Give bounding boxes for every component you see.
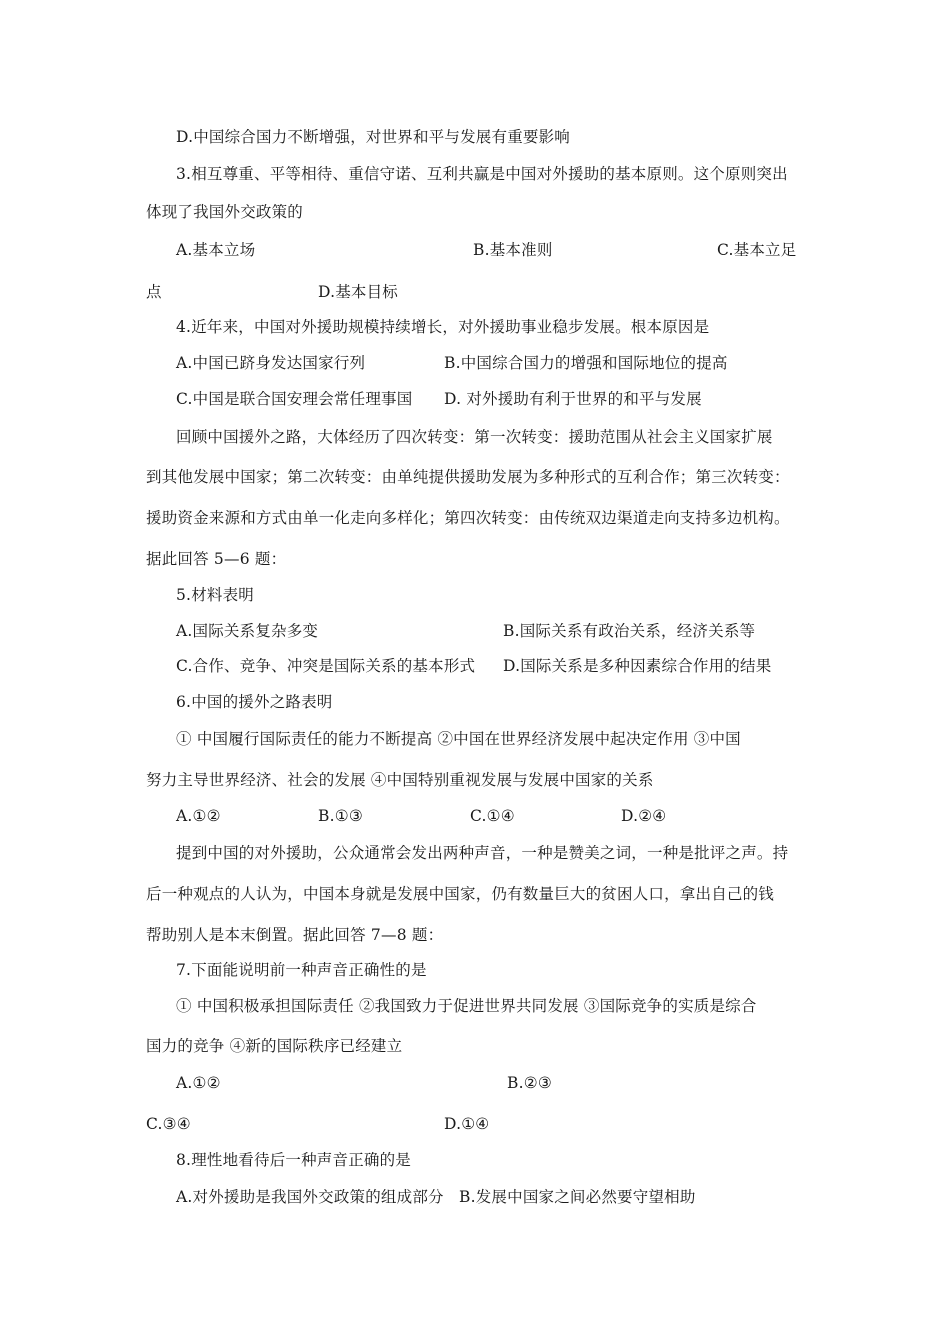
q5-stem: 5.材料表明 [176, 586, 254, 604]
q7-items-line2: 国力的竞争 ④新的国际秩序已经建立 [146, 1037, 403, 1055]
q4-stem: 4.近年来，中国对外援助规模持续增长，对外援助事业稳步发展。根本原因是 [176, 318, 710, 336]
q4-option-d: D. 对外援助有利于世界的和平与发展 [444, 390, 702, 408]
q7-stem: 7.下面能说明前一种声音正确性的是 [176, 961, 427, 979]
q7-option-a: A.①② [176, 1074, 221, 1092]
q6-stem: 6.中国的援外之路表明 [176, 693, 333, 711]
material-5-6-line1: 回顾中国援外之路，大体经历了四次转变：第一次转变：援助范围从社会主义国家扩展 [176, 428, 773, 446]
q3-option-c-cont: 点 [146, 283, 162, 301]
q3-option-c: C.基本立足 [717, 241, 797, 259]
q7-option-d: D.①④ [444, 1115, 490, 1133]
q6-option-a: A.①② [176, 807, 221, 825]
q7-option-c: C.③④ [146, 1115, 191, 1133]
q8-option-b: B.发展中国家之间必然要守望相助 [459, 1188, 696, 1206]
q3-stem-line1: 3.相互尊重、平等相待、重信守诺、互利共赢是中国对外援助的基本原则。这个原则突出 [176, 165, 788, 183]
material-5-6-line4: 据此回答 5—6 题： [146, 550, 287, 568]
q5-option-a: A.国际关系复杂多变 [176, 622, 319, 640]
q2-option-d: D.中国综合国力不断增强，对世界和平与发展有重要影响 [176, 128, 571, 146]
q5-option-d: D.国际关系是多种因素综合作用的结果 [503, 657, 772, 675]
q6-items-line2: 努力主导世界经济、社会的发展 ④中国特别重视发展与发展中国家的关系 [146, 771, 654, 789]
q6-option-c: C.①④ [470, 807, 515, 825]
q3-option-b: B.基本准则 [473, 241, 553, 259]
material-7-8-line3: 帮助别人是本末倒置。据此回答 7—8 题： [146, 926, 444, 944]
q4-option-c: C.中国是联合国安理会常任理事国 [176, 390, 413, 408]
q4-option-a: A.中国已跻身发达国家行列 [176, 354, 366, 372]
q5-option-b: B.国际关系有政治关系，经济关系等 [503, 622, 756, 640]
material-5-6-line3: 援助资金来源和方式由单一化走向多样化；第四次转变：由传统双边渠道走向支持多边机构。 [146, 509, 790, 527]
q8-option-a: A.对外援助是我国外交政策的组成部分 [176, 1188, 444, 1206]
q6-items-line1: ① 中国履行国际责任的能力不断提高 ②中国在世界经济发展中起决定作用 ③中国 [176, 730, 741, 748]
material-7-8-line1: 提到中国的对外援助，公众通常会发出两种声音，一种是赞美之词，一种是批评之声。持 [176, 844, 789, 862]
q7-items-line1: ① 中国积极承担国际责任 ②我国致力于促进世界共同发展 ③国际竞争的实质是综合 [176, 997, 757, 1015]
q5-option-c: C.合作、竞争、冲突是国际关系的基本形式 [176, 657, 476, 675]
q3-stem-line2: 体现了我国外交政策的 [146, 203, 304, 221]
q6-option-b: B.①③ [318, 807, 363, 825]
material-5-6-line2: 到其他发展中国家；第二次转变：由单纯提供援助发展为多种形式的互利合作；第三次转变： [146, 468, 790, 486]
q3-option-d: D.基本目标 [318, 283, 399, 301]
q4-option-b: B.中国综合国力的增强和国际地位的提高 [444, 354, 728, 372]
q7-option-b: B.②③ [507, 1074, 552, 1092]
q8-stem: 8.理性地看待后一种声音正确的是 [176, 1151, 411, 1169]
q3-option-a: A.基本立场 [176, 241, 256, 259]
material-7-8-line2: 后一种观点的人认为，中国本身就是发展中国家，仍有数量巨大的贫困人口，拿出自己的钱 [146, 885, 775, 903]
q6-option-d: D.②④ [621, 807, 667, 825]
